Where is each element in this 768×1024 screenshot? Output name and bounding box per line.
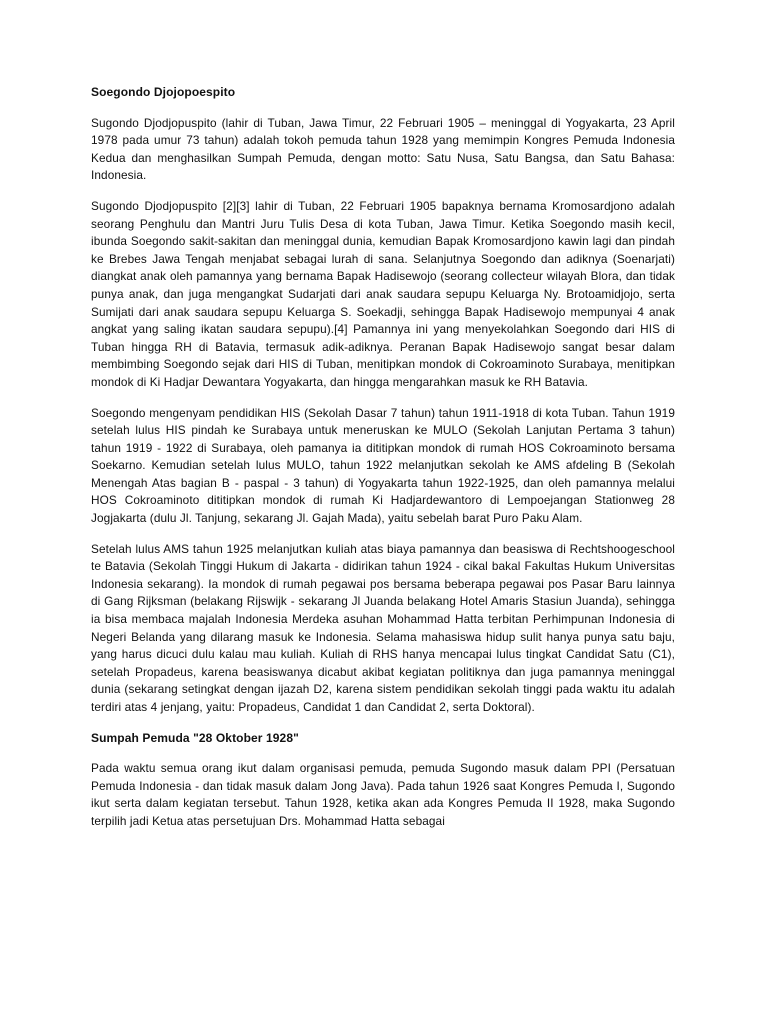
paragraph-intro: Sugondo Djodjopuspito (lahir di Tuban, Jawa Timur, 22 Februari 1905 – meninggal di Yogyakarta, 23 April 1978 pada umur 73 tahun) adalah tokoh pemuda tahun 1928 yang memimpin Kongres Pemuda Indonesia Kedua dan menghasilkan Sumpah Pemuda, dengan motto: Satu Nusa, Satu Bangsa, dan Satu Bahasa: Indonesia. [91, 115, 675, 183]
paragraph-education: Soegondo mengenyam pendidikan HIS (Sekolah Dasar 7 tahun) tahun 1911-1918 di kota Tuban. Tahun 1919 setelah lulus HIS pindah ke Surabaya untuk meneruskan ke MULO (Sekolah Lanjutan Pertama 3 tahun) tahun 1919 - 1922 di Surabaya, oleh pamanya ia dititipkan mondok di rumah HOS Cokroaminoto bersama Soekarno. Kemudian setelah lulus MULO, tahun 1922 melanjutkan sekolah ke AMS afdeling B (Sekolah Menengah Atas bagian B - paspal - 3 tahun) di Yogyakarta tahun 1922-1925, dan oleh pamannya melalui HOS Cokroaminoto dititipkan mondok di rumah Ki Hadjardewantoro di Lempoejangan Stationweg 28 Jogjakarta (dulu Jl. Tanjung, sekarang Jl. Gajah Mada), yaitu sebelah barat Puro Paku Alam. [91, 405, 675, 526]
paragraph-sumpah-pemuda: Pada waktu semua orang ikut dalam organisasi pemuda, pemuda Sugondo masuk dalam PPI (Persatuan Pemuda Indonesia - dan tidak masuk dalam Jong Java). Pada tahun 1926 saat Kongres Pemuda I, Sugondo ikut serta dalam kegiatan tersebut. Tahun 1928, ketika akan ada Kongres Pemuda II 1928, maka Sugondo terpilih jadi Ketua atas persetujuan Drs. Mohammad Hatta sebagai [91, 761, 675, 828]
document-title: Soegondo Djojopoespito [91, 85, 236, 99]
document-page [91, 84, 675, 844]
paragraph-family: Sugondo Djodjopuspito [2][3] lahir di Tuban, 22 Februari 1905 bapaknya bernama Kromosardjono adalah seorang Penghulu dan Mantri Juru Tulis Desa di kota Tuban, Jawa Timur. Ketika Soegondo masih kecil, ibunda Soegondo sakit-sakitan dan meninggal dunia, kemudian Bapak Kromosardjono kawin lagi dan pindah ke Brebes Jawa Tengah menjabat sebagai lurah di sana. Selanjutnya Soegondo dan adiknya (Soenarjati) diangkat anak oleh pamannya yang bernama Bapak Hadisewojo (seorang collecteur wilayah Blora, dan tidak punya anak, dan juga mengangkat Sudarjati dari anak saudara sepupu Keluarga Ny. Brotoamidjojo, serta Sumijati dari anak saudara sepupu Keluarga S. Soekadji, sehingga Bapak Hadisewojo mempunyai 4 anak angkat yang saling ikatan saudara sepupu).[4] Pamannya ini yang menyekolahkan Soegondo dari HIS di Tuban hingga RH di Batavia, termasuk adik-adiknya. Peranan Bapak Hadisewojo sangat besar dalam membimbing Soegondo sejak dari HIS di Tuban, menitipkan mondok di Cokroaminoto Surabaya, menitipkan mondok di Ki Hadjar Dewantara Yogyakarta, dan hingga mengarahkan masuk ke RH Batavia. [91, 198, 675, 389]
section-heading-sumpah-pemuda: Sumpah Pemuda "28 Oktober 1928" [91, 730, 299, 745]
paragraph-university: Setelah lulus AMS tahun 1925 melanjutkan kuliah atas biaya pamannya dan beasiswa di Rechtshoogeschool te Batavia (Sekolah Tinggi Hukum di Jakarta - didirikan tahun 1924 - cikal bakal Fakultas Hukum Universitas Indonesia sekarang). Ia mondok di rumah pegawai pos bersama beberapa pegawai pos Pasar Baru lainnya di Gang Rijksman (belakang Rijswijk - sekarang Jl Juanda belakang Hotel Amaris Stasiun Juanda), sehingga ia bisa membaca majalah Indonesia Merdeka asuhan Mohammad Hatta terbitan Perhimpunan Indonesia di Negeri Belanda yang dilarang masuk ke Indonesia. Selama mahasiswa hidup sulit hanya punya satu baju, yang harus dicuci dulu kalau mau kuliah. Kuliah di RHS hanya mencapai lulus tingkat Candidat Satu (C1), setelah Propadeus, karena beasiswanya dicabut akibat kegiatan politiknya dan juga pamannya meninggal dunia (sekarang setingkat dengan ijazah D2, karena sistem pendidikan sekolah tinggi pada waktu itu adalah terdiri atas 4 jenjang, yaitu: Propadeus, Candidat 1 dan Candidat 2, serta Doktoral). [91, 541, 675, 714]
